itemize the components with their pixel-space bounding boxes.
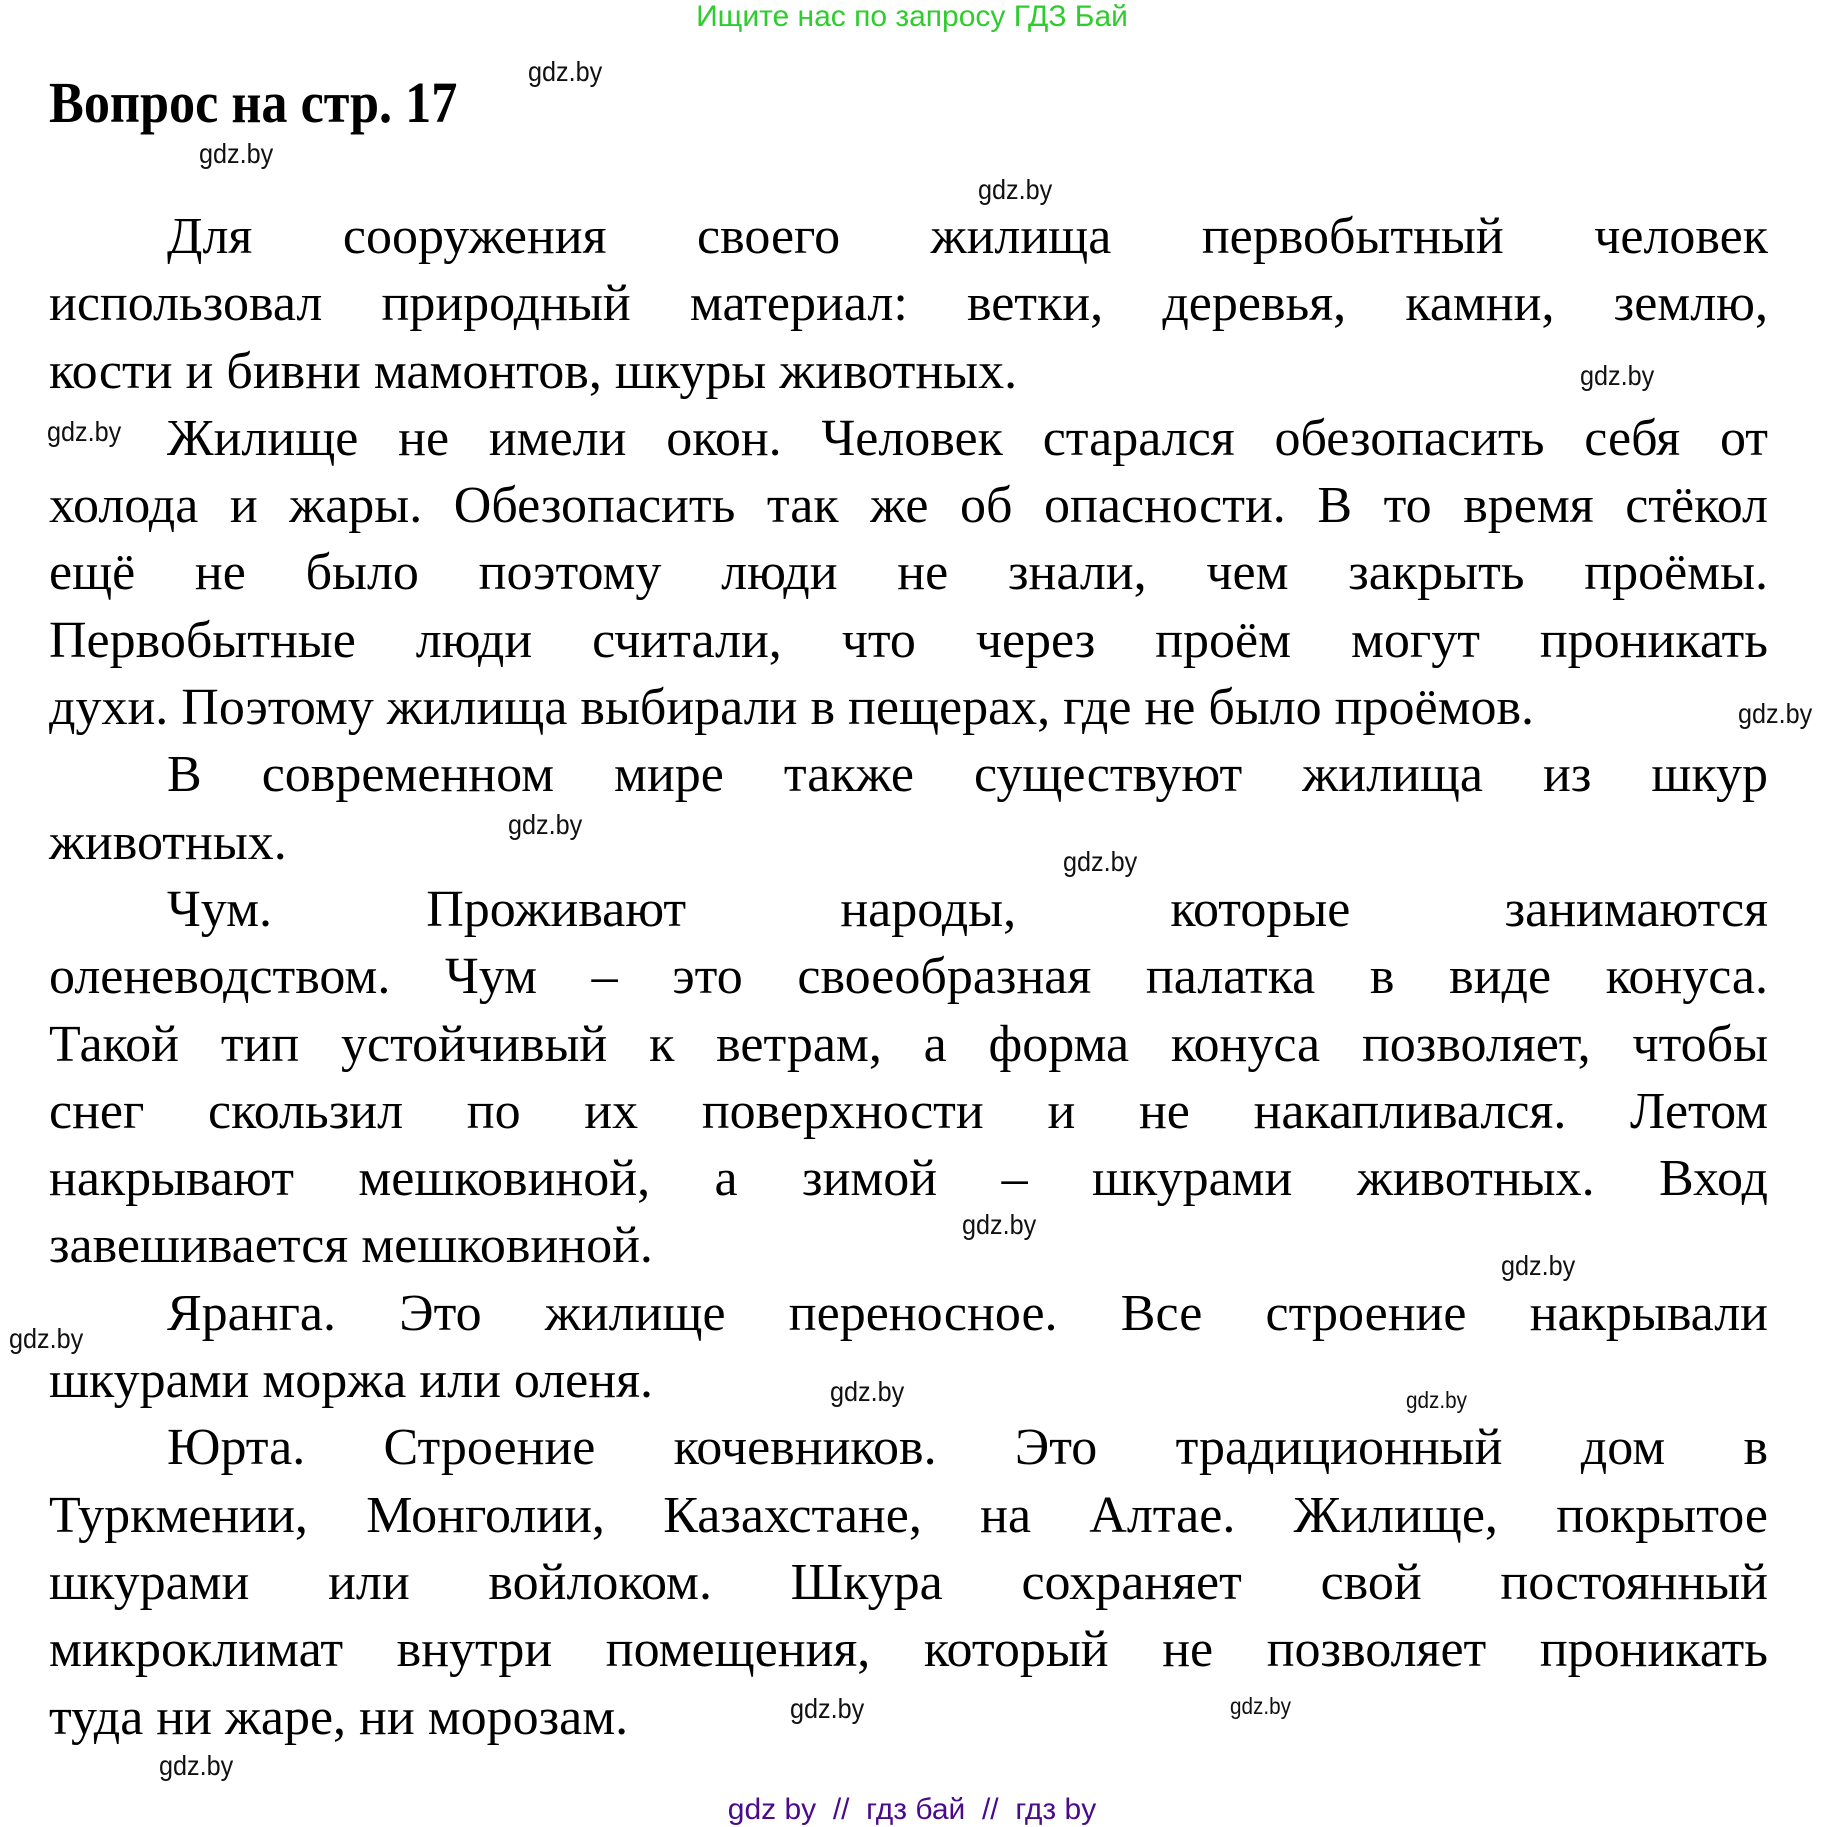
text-line-content: Для сооружения своего жилища первобытный человек [167, 208, 1768, 265]
text-line [49, 943, 1768, 1010]
text-line-content: Первобытные люди считали, что через проём могут проникать [49, 611, 1768, 669]
watermark: gdz.by [159, 1750, 234, 1781]
text-line [49, 539, 1768, 606]
watermark: gdz.by [1063, 846, 1138, 877]
answer-text [49, 203, 1768, 1751]
text-line [49, 1684, 1768, 1751]
text-line [49, 1414, 1768, 1481]
text-line [49, 1347, 1768, 1414]
text-line-content: Жилище не имели окон. Человек старался обезопасить себя от [167, 409, 1768, 467]
watermark: gdz.by [47, 416, 122, 447]
text-line [49, 1616, 1768, 1683]
watermark: gdz.by [1406, 1387, 1467, 1413]
text-line [49, 809, 1768, 876]
text-line-content: Юрта. Строение кочевников. Это традиционный дом в [167, 1419, 1768, 1477]
text-line [49, 270, 1768, 337]
text-line-content: накрывают мешковиной, а зимой – шкурами животных. Вход [49, 1150, 1768, 1208]
text-line-content: духи. Поэтому жилища выбирали в пещерах, где не было проёмов. [49, 679, 1535, 737]
watermark: gdz.by [1738, 698, 1813, 729]
text-line [49, 203, 1768, 270]
text-line [49, 1078, 1768, 1145]
page-title: Вопрос на стр. 17 [49, 70, 458, 135]
watermark: gdz.by [528, 56, 603, 87]
text-line [49, 1145, 1768, 1212]
watermark: gdz.by [199, 138, 274, 169]
text-line [49, 1549, 1768, 1616]
text-line [49, 472, 1768, 539]
text-line-content: оленеводством. Чум – это своеобразная палатка в виде конуса. [49, 948, 1768, 1006]
watermark: gdz.by [962, 1209, 1037, 1240]
text-line [49, 338, 1768, 405]
text-line-content: холода и жары. Обезопасить так же об опасности. В то время стёкол [49, 477, 1768, 535]
text-line [49, 876, 1768, 943]
text-line-content: Яранга. Это жилище переносное. Все строение накрывали [167, 1284, 1768, 1342]
watermark: gdz.by [830, 1376, 905, 1407]
text-line [49, 405, 1768, 472]
watermark: gdz.by [1580, 360, 1655, 391]
text-line-content: В современном мире также существуют жилища из шкур [167, 746, 1768, 804]
text-line [49, 1482, 1768, 1549]
watermark: gdz.by [1230, 1693, 1291, 1719]
watermark: gdz.by [1501, 1250, 1576, 1281]
text-line-content: шкурами моржа или оленя. [49, 1352, 653, 1410]
text-line-content: кости и бивни мамонтов, шкуры животных. [49, 342, 1018, 400]
watermark: gdz.by [790, 1693, 865, 1724]
text-line-content: Чум. Проживают народы, которые занимаются [167, 880, 1768, 938]
text-line [49, 741, 1768, 808]
watermark: gdz.by [9, 1323, 84, 1354]
text-line-content: ещё не было поэтому люди не знали, чем закрыть проёмы. [49, 544, 1768, 602]
text-line-content: шкурами или войлоком. Шкура сохраняет свой постоянный [49, 1553, 1768, 1611]
text-line-content: использовал природный материал: ветки, деревья, камни, землю, [49, 275, 1768, 333]
footer-links: gdz by // гдз бай // гдз by [727, 1793, 1097, 1826]
text-line [49, 1011, 1768, 1078]
text-line-content: Такой тип устойчивый к ветрам, а форма конуса позволяет, чтобы [49, 1015, 1768, 1073]
text-line-content: снег скользил по их поверхности и не накапливался. Летом [49, 1082, 1768, 1140]
text-line-content: завешивается мешковиной. [49, 1217, 653, 1275]
watermark: gdz.by [978, 174, 1053, 205]
watermark: gdz.by [508, 809, 583, 840]
text-line [49, 674, 1768, 741]
text-line-content: туда ни жаре, ни морозам. [49, 1688, 629, 1746]
text-line [49, 1280, 1768, 1347]
text-line-content: животных. [49, 813, 287, 871]
text-line-content: микроклимат внутри помещения, который не позволяет проникать [49, 1621, 1768, 1679]
search-hint-banner: Ищите нас по запросу ГДЗ Бай [696, 0, 1128, 33]
text-line [49, 607, 1768, 674]
text-line-content: Туркмении, Монголии, Казахстане, на Алтае. Жилище, покрытое [49, 1486, 1768, 1544]
